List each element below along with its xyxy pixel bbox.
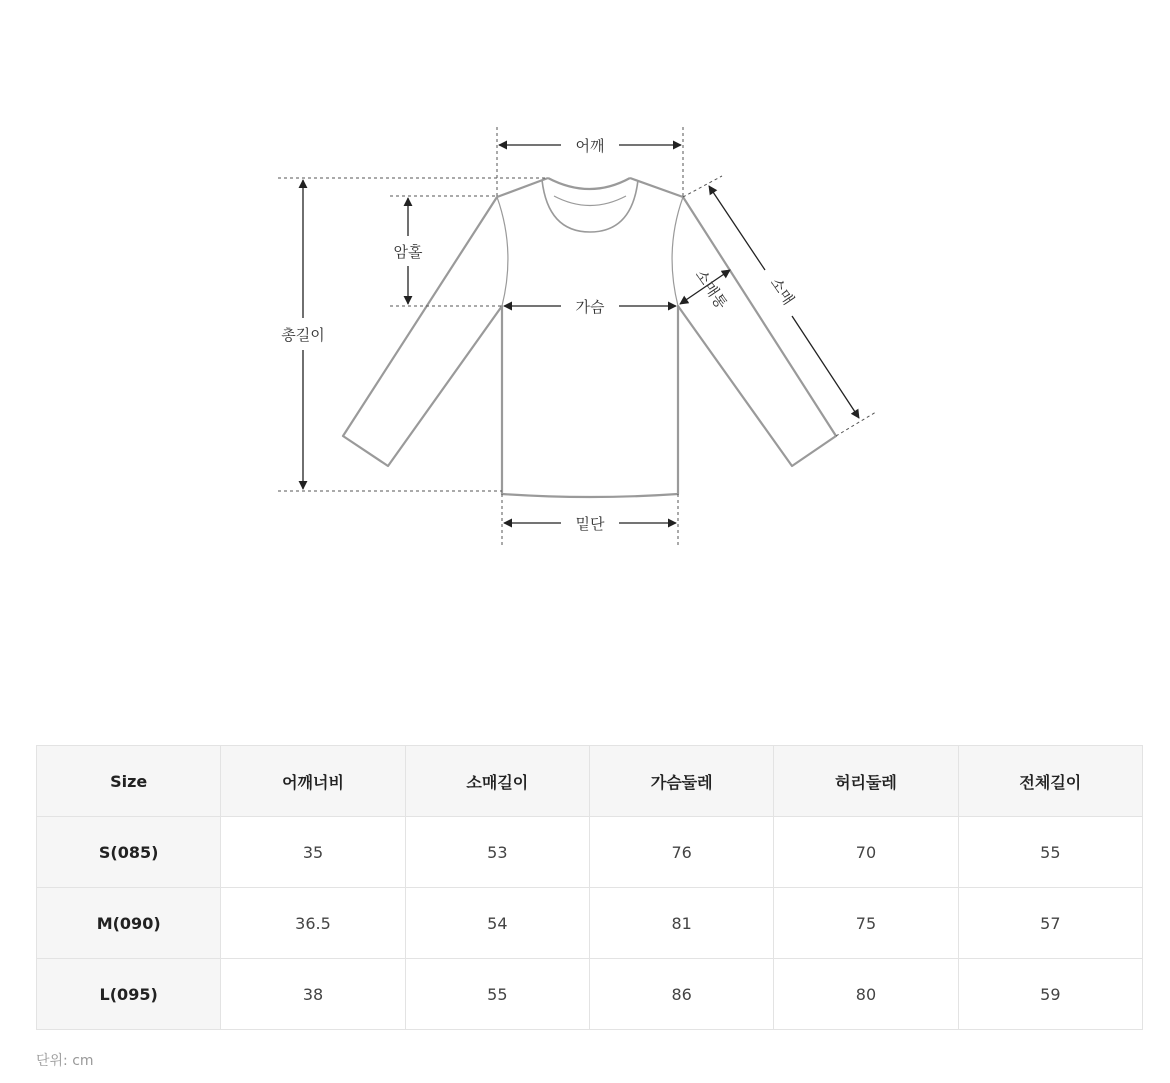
header-cell-length: 전체길이 xyxy=(958,746,1142,817)
shirt-outline xyxy=(343,178,836,497)
size-cell: M(090) xyxy=(37,888,221,959)
table-row xyxy=(37,888,1143,959)
table-header-row xyxy=(37,746,1143,817)
size-cell: L(095) xyxy=(37,959,221,1030)
armhole-label: 암홀 xyxy=(393,243,423,261)
table-cell: 57 xyxy=(958,888,1142,959)
sleeve-arrow-top xyxy=(709,186,765,270)
total-length-label: 총길이 xyxy=(281,326,325,344)
header-cell-shoulder: 어깨너비 xyxy=(221,746,405,817)
table-cell: 35 xyxy=(221,817,405,888)
hem-label: 밑단 xyxy=(575,515,605,533)
table-cell: 86 xyxy=(589,959,773,1030)
chest-label: 가슴 xyxy=(575,298,605,316)
sleeve-arrow-bottom xyxy=(792,316,859,418)
table-cell: 76 xyxy=(589,817,773,888)
header-cell-waist: 허리둘레 xyxy=(774,746,958,817)
table-cell: 54 xyxy=(405,888,589,959)
table-cell: 75 xyxy=(774,888,958,959)
header-cell-chest: 가슴둘레 xyxy=(589,746,773,817)
table-cell: 70 xyxy=(774,817,958,888)
measure-arrows xyxy=(303,145,859,523)
shoulder-label: 어깨 xyxy=(575,137,605,155)
size-cell: S(085) xyxy=(37,817,221,888)
header-cell-size: Size xyxy=(37,746,221,817)
table-row xyxy=(37,817,1143,888)
table-cell: 59 xyxy=(958,959,1142,1030)
table-cell: 38 xyxy=(221,959,405,1030)
header-cell-sleeve: 소매길이 xyxy=(405,746,589,817)
table-cell: 80 xyxy=(774,959,958,1030)
table-cell: 81 xyxy=(589,888,773,959)
table-cell: 53 xyxy=(405,817,589,888)
table-cell: 36.5 xyxy=(221,888,405,959)
guide-lines xyxy=(278,127,876,547)
unit-note: 단위: cm xyxy=(36,1053,94,1069)
size-table xyxy=(36,745,1143,1030)
table-cell: 55 xyxy=(958,817,1142,888)
sleeve-width-label: 소매통 xyxy=(691,266,731,313)
table-row xyxy=(37,959,1143,1030)
sleeve-label: 소매 xyxy=(766,274,798,309)
table-cell: 55 xyxy=(405,959,589,1030)
